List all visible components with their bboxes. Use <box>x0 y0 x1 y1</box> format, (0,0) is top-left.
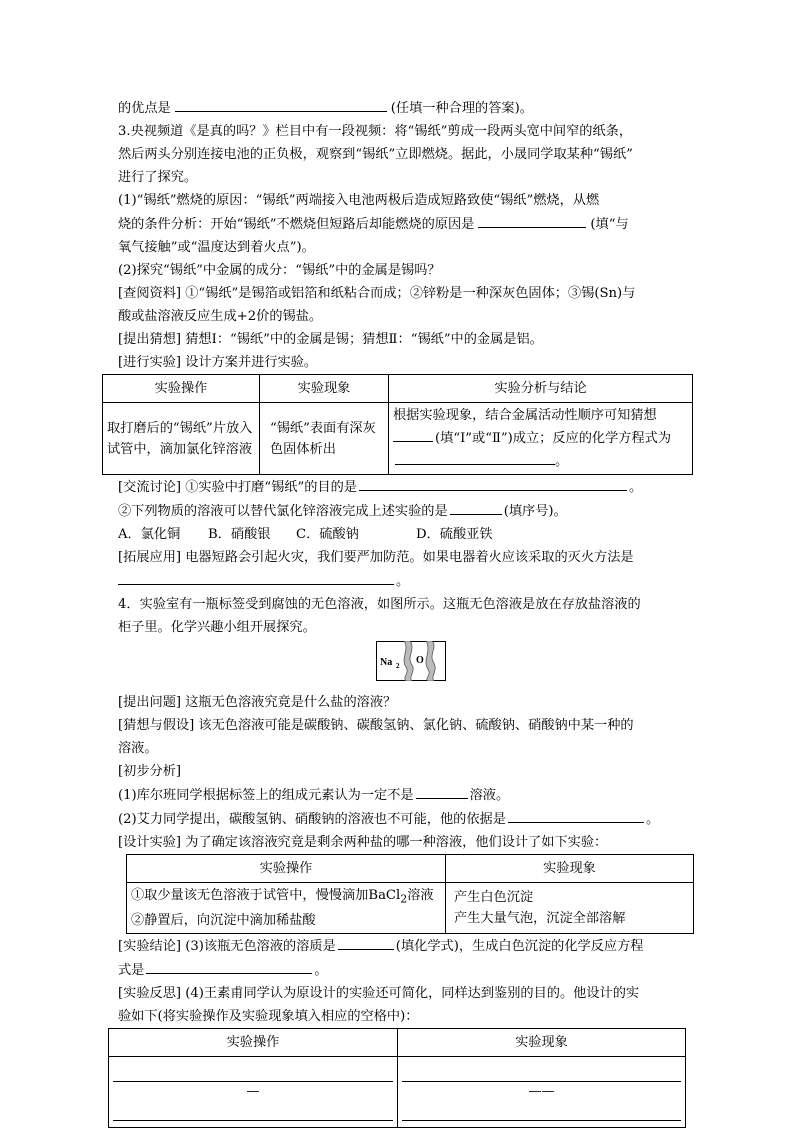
q3-options <box>118 523 688 546</box>
placeholder-dash: —— <box>528 1083 555 1099</box>
q3-guess: [提出猜想] 猜想Ⅰ：“锡纸”中的金属是锡；猜想Ⅱ：“锡纸”中的金属是铝。 <box>118 332 543 347</box>
q3-intro-3: 进行了探究。 <box>118 170 198 185</box>
q4-experiment-table <box>126 854 694 934</box>
table-cell: “锡纸”表面有深灰色固体析出 <box>260 403 389 475</box>
option-d: D．硫酸亚铁 <box>416 527 493 542</box>
answer-line[interactable] <box>402 1063 681 1082</box>
q4-reflect-2: 验如下(将实验操作及实验现象填入相应的空格中)： <box>118 1008 419 1024</box>
q4-intro-1: 4．实验室有一瓶标签受到腐蚀的无色溶液，如图所示。这瓶无色溶液是放在存放盐溶液的 <box>118 597 641 612</box>
q3-part2: (2)探究“锡纸”中金属的成分：“锡纸”中的金属是锡吗？ <box>118 263 441 278</box>
table-header: 实验现象 <box>398 1028 686 1056</box>
q4-prelim: [初步分析] <box>118 764 182 779</box>
option-a: A．氯化铜 <box>118 527 181 542</box>
q3-part1-line3: 氧气接触”或“温度达到着火点”)。 <box>118 240 315 255</box>
q3-extend-1: [拓展应用] 电器短路会引起火灾，我们要严加防范。如果电器着火应该采取的灭火方法是 <box>118 550 634 565</box>
table-header: 实验现象 <box>446 855 694 883</box>
q4-intro-2: 柜子里。化学兴趣小组开展探究。 <box>118 620 316 635</box>
worksheet-page <box>107 96 688 1128</box>
q4-conclusion-1: [实验结论] (3)该瓶无色溶液的溶质是 (填化学式)，生成白色沉淀的化学反应方程 <box>118 934 688 958</box>
answer-blank[interactable] <box>146 958 312 974</box>
answer-blank[interactable] <box>359 475 627 491</box>
conclusion-line-2: (填“Ⅰ”或“Ⅱ”)成立；反应的化学方程式为。 <box>393 426 688 472</box>
option-c: C．硫酸钠 <box>296 527 359 542</box>
table-cell: ①取少量该无色溶液于试管中，慢慢滴加BaCl$_2$溶液 ②静置后，向沉淀中滴加稀盐酸 <box>127 883 446 934</box>
answer-blank[interactable] <box>395 449 555 465</box>
table-header: 实验现象 <box>260 375 389 403</box>
bottle-label-image <box>376 641 446 681</box>
q3-discuss: [交流讨论] ①实验中打磨“锡纸”的目的是 。 <box>118 475 688 499</box>
answer-blank[interactable] <box>118 569 394 585</box>
q4-p1: (1)库尔班同学根据标签上的组成元素认为一定不是 溶液。 <box>118 783 688 807</box>
q3-intro-1: 3.央视频道《是真的吗？》栏目中有一段视频：将“锡纸”剪成一段两头宽中间窄的纸条， <box>118 124 632 139</box>
table-cell: 产生白色沉淀 产生大量气泡，沉淀全部溶解 <box>446 883 694 934</box>
answer-line[interactable] <box>113 1102 393 1121</box>
table-header: 实验操作 <box>109 1028 398 1056</box>
q3-info-2: 酸或盐溶液反应生成+2价的锡盐。 <box>118 309 323 324</box>
q2-tail: 的优点是 (任填一种合理的答案)。 <box>118 96 688 120</box>
answer-blank[interactable] <box>450 499 502 515</box>
q4-reflect-1: [实验反思] (4)王素甫同学认为原设计的实验还可简化，同样达到鉴别的目的。他设计的实 <box>118 985 640 1001</box>
q4-simplified-table <box>108 1028 686 1128</box>
answer-blank[interactable] <box>416 783 468 799</box>
answer-line[interactable] <box>402 1102 681 1121</box>
option-b: B．硝酸银 <box>208 527 271 542</box>
table-cell <box>389 403 693 475</box>
q4-conclusion-2: 式是 。 <box>118 958 688 982</box>
label-o: O <box>416 655 424 666</box>
table-cell: 取打磨后的“锡纸”片放入试管中，滴加氯化锌溶液 <box>103 403 260 475</box>
conclusion-line-1: 根据实验现象，结合金属活动性顺序可知猜想 <box>393 408 657 423</box>
q3-part1-line1: (1)“锡纸”燃烧的原因：“锡纸”两端接入电池两极后造成短路致使“锡纸”燃烧，从燃 <box>118 193 600 208</box>
answer-blank[interactable] <box>393 426 433 442</box>
q3-info-1: [查阅资料] ①“锡纸”是锡箔或铝箔和纸粘合而成；②锌粉是一种深灰色固体；③锡(Sn)与 <box>118 286 636 301</box>
q3-experiment-table <box>102 374 693 475</box>
table-header: 实验分析与结论 <box>389 375 693 403</box>
corroded-label-figure <box>376 641 688 689</box>
answer-blank[interactable] <box>508 807 644 823</box>
answer-cell[interactable] <box>109 1056 398 1127</box>
q4-p2: (2)艾力同学提出，碳酸氢钠、硝酸钠的溶液也不可能，他的依据是 。 <box>118 807 688 831</box>
answer-blank[interactable] <box>478 212 586 228</box>
answer-line[interactable] <box>113 1063 393 1082</box>
answer-blank[interactable] <box>175 96 387 112</box>
q3-experiment: [进行实验] 设计方案并进行实验。 <box>118 355 318 370</box>
q4-hypothesis-2: 溶液。 <box>118 741 158 756</box>
table-header: 实验操作 <box>103 375 260 403</box>
q3-replace: ②下列物质的溶液可以替代氯化锌溶液完成上述实验的是 (填序号)。 <box>118 499 688 523</box>
q4-hypothesis-1: [猜想与假设] 该无色溶液可能是碳酸钠、碳酸氢钠、氯化钠、硫酸钠、硝酸钠中某一种的 <box>118 718 634 733</box>
q4-design: [设计实验] 为了确定该溶液究竟是剩余两种盐的哪一种溶液，他们设计了如下实验： <box>118 835 608 850</box>
q4-question: [提出问题] 这瓶无色溶液究竟是什么盐的溶液？ <box>118 695 397 710</box>
table-header: 实验操作 <box>127 855 446 883</box>
placeholder-dash: — <box>246 1083 260 1099</box>
q3-intro-2: 然后两头分别连接电池的正负极，观察到“锡纸”立即燃烧。据此，小晟同学取某种“锡纸” <box>118 147 633 162</box>
label-subscript: 2 <box>396 662 400 670</box>
answer-blank[interactable] <box>338 934 394 950</box>
q3-extend-2: 。 <box>118 569 688 593</box>
q3-part1-line2: 烧的条件分析：开始“锡纸”不燃烧但短路后却能燃烧的原因是 (填“与 <box>118 212 688 236</box>
answer-cell[interactable] <box>398 1056 686 1127</box>
label-na: Na <box>380 657 393 668</box>
